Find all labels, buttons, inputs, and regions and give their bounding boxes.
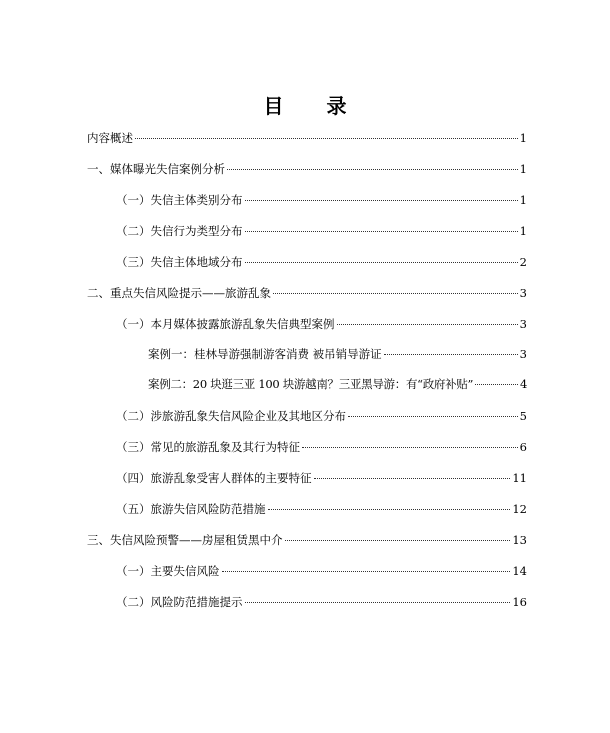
- toc-entry-label: （三）失信主体地域分布: [116, 255, 243, 269]
- dot-leader: [245, 262, 518, 263]
- toc-entry-label: （一）本月媒体披露旅游乱象失信典型案例: [116, 317, 335, 331]
- dot-leader: [268, 509, 511, 510]
- toc-entry-section-2-1[interactable]: [116, 317, 527, 331]
- toc-entry-section-2-4[interactable]: [116, 471, 527, 485]
- toc-entry-label: 案例二：20 块逛三亚 100 块游越南？三亚黑导游：有“政府补贴”: [148, 377, 474, 391]
- toc-entry-label: 二、重点失信风险提示——旅游乱象: [87, 286, 271, 300]
- toc-entry-label: 三、失信风险预警——房屋租赁黑中介: [87, 533, 283, 547]
- toc-entry-section-2-2[interactable]: [116, 409, 527, 423]
- toc-entry-page: 12: [512, 502, 527, 516]
- dot-leader: [245, 231, 518, 232]
- toc-entry-case-1[interactable]: [148, 347, 527, 361]
- toc-entry-page: 4: [519, 377, 527, 391]
- toc-entry-section-1-2[interactable]: [116, 224, 527, 238]
- toc-entry-page: 5: [519, 409, 527, 423]
- toc-entry-label: （一）失信主体类别分布: [116, 193, 243, 207]
- dot-leader: [135, 138, 518, 139]
- dot-leader: [227, 169, 518, 170]
- dot-leader: [348, 416, 518, 417]
- toc-entry-label: （二）涉旅游乱象失信风险企业及其地区分布: [116, 409, 346, 423]
- toc-entry-label: （一）主要失信风险: [116, 564, 220, 578]
- dot-leader: [475, 384, 518, 385]
- toc-entry-page: 1: [519, 131, 527, 145]
- dot-leader: [384, 354, 518, 355]
- toc-entry-label: （二）失信行为类型分布: [116, 224, 243, 238]
- toc-entry-page: 1: [519, 162, 527, 176]
- toc-entry-label: （三）常见的旅游乱象及其行为特征: [116, 440, 300, 454]
- toc-entry-page: 3: [519, 317, 527, 331]
- dot-leader: [285, 540, 511, 541]
- toc-entry-label: （四）旅游乱象受害人群体的主要特征: [116, 471, 312, 485]
- toc-entry-page: 13: [512, 533, 527, 547]
- dot-leader: [302, 447, 518, 448]
- toc-entry-page: 2: [519, 255, 527, 269]
- toc-title: 目 录: [263, 94, 365, 118]
- dot-leader: [245, 200, 518, 201]
- toc-entry-page: 1: [519, 193, 527, 207]
- toc-entry-section-2-5[interactable]: [116, 502, 527, 516]
- toc-entry-section-2-3[interactable]: [116, 440, 527, 454]
- toc-entry-section-1-3[interactable]: [116, 255, 527, 269]
- toc-entry-label: （二）风险防范措施提示: [116, 595, 243, 609]
- toc-entry-label: （五）旅游失信风险防范措施: [116, 502, 266, 516]
- toc-entry-label: 内容概述: [87, 131, 133, 145]
- toc-entry-overview[interactable]: [87, 131, 527, 145]
- toc-entry-page: 16: [512, 595, 527, 609]
- toc-entry-page: 11: [512, 471, 527, 485]
- toc-entry-section-3-2[interactable]: [116, 595, 527, 609]
- toc-entry-section-3[interactable]: [87, 533, 527, 547]
- toc-entry-label: 案例一：桂林导游强制游客消费 被吊销导游证: [148, 347, 382, 361]
- dot-leader: [314, 478, 511, 479]
- toc-entry-section-1-1[interactable]: [116, 193, 527, 207]
- dot-leader: [245, 602, 511, 603]
- toc-entry-section-2[interactable]: [87, 286, 527, 300]
- toc-entry-section-1[interactable]: [87, 162, 527, 176]
- toc-entry-label: 一、媒体曝光失信案例分析: [87, 162, 225, 176]
- toc-entry-page: 14: [512, 564, 527, 578]
- dot-leader: [222, 571, 511, 572]
- toc-entry-page: 3: [519, 286, 527, 300]
- toc-entry-page: 3: [519, 347, 527, 361]
- toc-entry-case-2[interactable]: [148, 377, 527, 391]
- toc-entry-section-3-1[interactable]: [116, 564, 527, 578]
- toc-entry-page: 6: [519, 440, 527, 454]
- dot-leader: [337, 324, 518, 325]
- dot-leader: [273, 293, 518, 294]
- toc-entry-page: 1: [519, 224, 527, 238]
